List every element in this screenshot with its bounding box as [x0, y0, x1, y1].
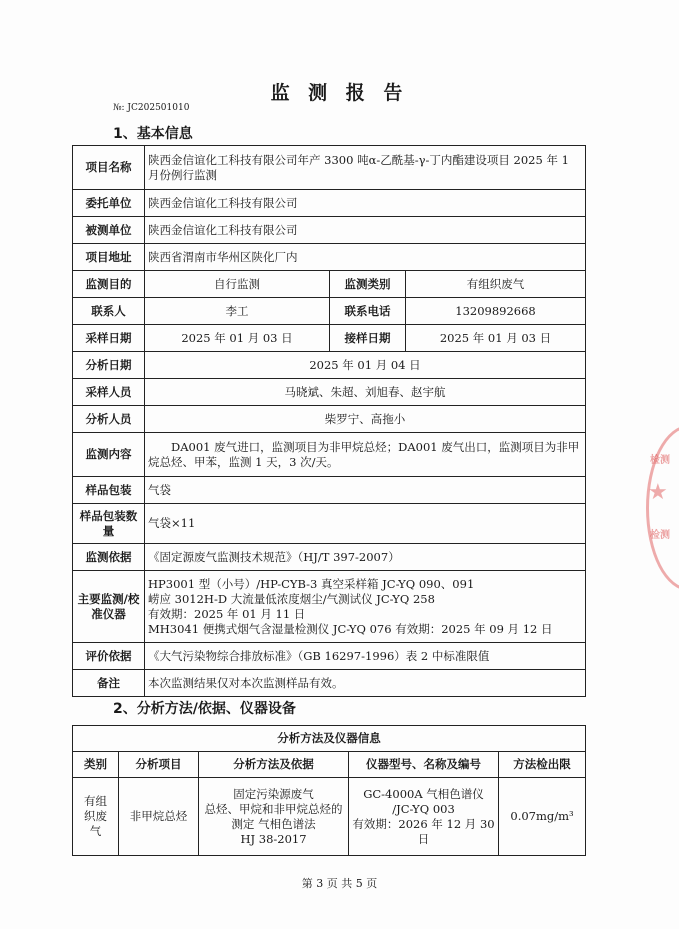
phone-label: 联系电话	[330, 298, 406, 325]
contact-label: 联系人	[73, 298, 145, 325]
samplers-label: 采样人员	[73, 379, 145, 406]
basis-value: 《固定源废气监测技术规范》（HJ/T 397-2007）	[145, 544, 586, 571]
seal-text-top: 检测	[650, 455, 670, 466]
samplers-value: 马晓斌、朱超、刘旭春、赵宇航	[145, 379, 586, 406]
method-line: HJ 38-2017	[240, 831, 307, 846]
header-category: 类别	[73, 752, 119, 778]
sampling-date-value: 2025 年 01 月 03 日	[145, 325, 330, 352]
client-label: 委托单位	[73, 190, 145, 217]
eval-value: 《大气污染物综合排放标准》（GB 16297-1996）表 2 中标准限值	[145, 643, 586, 670]
analysts-value: 柴罗宁、高拖小	[145, 406, 586, 433]
header-instrument: 仪器型号、名称及编号	[349, 752, 499, 778]
phone-value: 13209892668	[406, 298, 586, 325]
star-icon: ★	[648, 480, 668, 505]
report-number: №: JC202501010	[113, 103, 190, 113]
receive-date-label: 接样日期	[330, 325, 406, 352]
client-value: 陕西金信谊化工科技有限公司	[145, 190, 586, 217]
table-row	[73, 778, 586, 856]
note-value: 本次监测结果仅对本次监测样品有效。	[145, 670, 586, 697]
instrument-line: 有效期：2025 年 01 月 11 日	[148, 606, 306, 621]
instruments-label: 主要监测/校准仪器	[73, 571, 145, 643]
purpose-value: 自行监测	[145, 271, 330, 298]
note-label: 备注	[73, 670, 145, 697]
row-limit: 0.07mg/m³	[499, 778, 586, 856]
header-limit: 方法检出限	[499, 752, 586, 778]
section-basic-info-heading: 1、基本信息	[113, 126, 193, 142]
project-name-label: 项目名称	[73, 146, 145, 190]
category-label: 监测类别	[330, 271, 406, 298]
methods-table-title: 分析方法及仪器信息	[73, 726, 586, 752]
header-method: 分析方法及依据	[199, 752, 349, 778]
basic-info-table	[72, 145, 586, 697]
seal-stamp	[646, 425, 679, 591]
instrument-line: 有效期：2026 年 12 月 30 日	[352, 816, 495, 846]
instruments-value	[145, 571, 586, 643]
row-instrument	[349, 778, 499, 856]
instrument-line: 崂应 3012H-D 大流量低浓度烟尘/气测试仪 JC-YQ 258	[148, 591, 435, 606]
row-method	[199, 778, 349, 856]
page-footer: 第 3 页 共 5 页	[301, 877, 378, 890]
package-qty-value: 气袋×11	[145, 504, 586, 544]
method-line: 固定污染源废气	[233, 786, 314, 801]
contact-value: 李工	[145, 298, 330, 325]
project-name-value: 陕西金信谊化工科技有限公司年产 3300 吨α-乙酰基-γ-丁内酯建设项目 2025 年 1 月份例行监测	[145, 146, 586, 190]
section-methods-heading: 2、分析方法/依据、仪器设备	[113, 701, 296, 717]
monitored-unit-value: 陕西金信谊化工科技有限公司	[145, 217, 586, 244]
packaging-value: 气袋	[145, 477, 586, 504]
seal-text-bottom: 检测	[650, 530, 670, 541]
packaging-label: 样品包装	[73, 477, 145, 504]
package-qty-label: 样品包装数量	[73, 504, 145, 544]
instrument-line: GC-4000A 气相色谱仪	[363, 786, 484, 801]
sampling-date-label: 采样日期	[73, 325, 145, 352]
method-line: 测定 气相色谱法	[231, 816, 316, 831]
eval-label: 评价依据	[73, 643, 145, 670]
instrument-line: MH3041 便携式烟气含湿量检测仪 JC-YQ 076 有效期：2025 年 09 月 12 日	[148, 621, 553, 636]
monitored-unit-label: 被测单位	[73, 217, 145, 244]
analysis-date-label: 分析日期	[73, 352, 145, 379]
analysts-label: 分析人员	[73, 406, 145, 433]
address-label: 项目地址	[73, 244, 145, 271]
content-label: 监测内容	[73, 433, 145, 477]
content-value: DA001 废气进口，监测项目为非甲烷总烃；DA001 废气出口，监测项目为非甲烷总烃、甲苯，监测 1 天，3 次/天。	[145, 433, 586, 477]
method-line: 总烃、甲烷和非甲烷总烃的	[204, 801, 343, 816]
address-value: 陕西省渭南市华州区陕化厂内	[145, 244, 586, 271]
header-item: 分析项目	[119, 752, 199, 778]
row-category: 有组织废气	[73, 778, 119, 856]
row-item: 非甲烷总烃	[119, 778, 199, 856]
basis-label: 监测依据	[73, 544, 145, 571]
methods-table	[72, 725, 586, 856]
analysis-date-value: 2025 年 01 月 04 日	[145, 352, 586, 379]
instrument-line: HP3001 型（小号）/HP-CYB-3 真空采样箱 JC-YQ 090、091	[148, 576, 475, 591]
category-value: 有组织废气	[406, 271, 586, 298]
receive-date-value: 2025 年 01 月 03 日	[406, 325, 586, 352]
purpose-label: 监测目的	[73, 271, 145, 298]
instrument-line: /JC-YQ 003	[392, 801, 455, 816]
report-title: 监 测 报 告	[270, 82, 409, 104]
